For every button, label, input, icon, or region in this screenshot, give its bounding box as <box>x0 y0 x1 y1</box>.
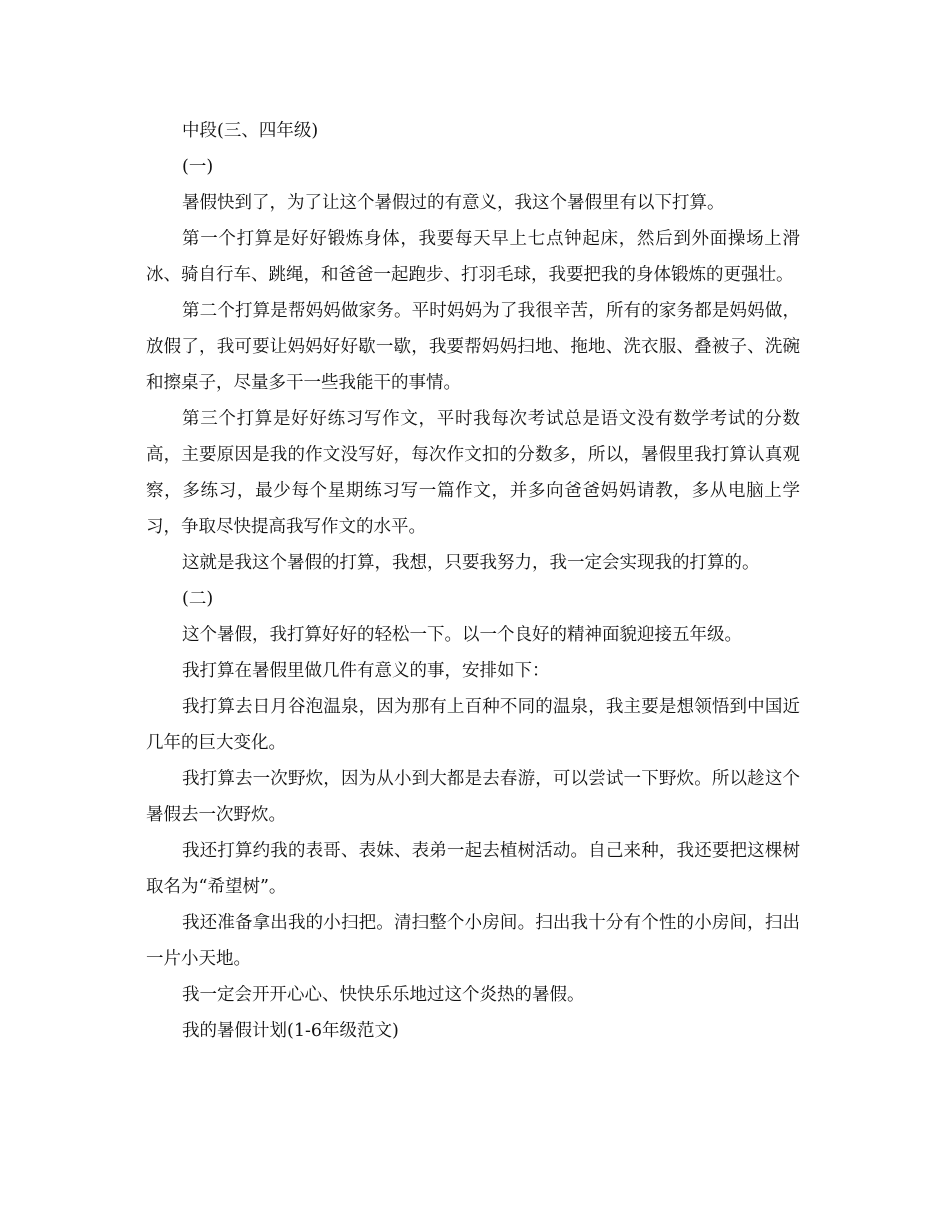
paragraph: 我打算在暑假里做几件有意义的事，安排如下： <box>182 661 550 681</box>
paragraph: 第三个打算是好好练习写作文，平时我每次考试总是语文没有数学考试的分数高，主要原因是我的作文没写好，每次作文扣的分数多，所以，暑假里我打算认真观察，多练习，最少每个星期练习写一篇作文，并多向爸爸妈妈请教，多从电脑上学习，争取尽快提高我写作文的水平。 <box>146 409 800 537</box>
paragraph: 第二个打算是帮妈妈做家务。平时妈妈为了我很辛苦，所有的家务都是妈妈做，放假了，我可要让妈妈好好歇一歇，我要帮妈妈扫地、拖地、洗衣服、叠被子、洗碗和擦桌子，尽量多干一些我能干的事情。 <box>146 301 800 393</box>
section-title-summer-plan: 我的暑假计划(1-6年级范文) <box>182 1021 399 1041</box>
document-body <box>146 113 800 1049</box>
paragraph: 我还打算约我的表哥、表妹、表弟一起去植树活动。自己来种，我还要把这棵树取名为“希望树”。 <box>146 841 800 897</box>
paragraph: 这就是我这个暑假的打算，我想，只要我努力，我一定会实现我的打算的。 <box>182 553 760 573</box>
section-number-two: (二) <box>182 589 214 609</box>
paragraph: 暑假快到了，为了让这个暑假过的有意义，我这个暑假里有以下打算。 <box>182 193 725 213</box>
paragraph: 我打算去一次野炊，因为从小到大都是去春游，可以尝试一下野炊。所以趁这个暑假去一次野炊。 <box>146 769 800 825</box>
paragraph: 我还准备拿出我的小扫把。清扫整个小房间。扫出我十分有个性的小房间，扫出一片小天地。 <box>146 913 800 969</box>
section-heading-middle-grades: 中段(三、四年级) <box>182 121 319 141</box>
section-number-one: (一) <box>182 157 214 177</box>
paragraph: 第一个打算是好好锻炼身体，我要每天早上七点钟起床，然后到外面操场上滑冰、骑自行车、跳绳，和爸爸一起跑步、打羽毛球，我要把我的身体锻炼的更强壮。 <box>146 229 800 285</box>
paragraph: 我一定会开开心心、快快乐乐地过这个炎热的暑假。 <box>182 985 585 1005</box>
paragraph: 这个暑假，我打算好好的轻松一下。以一个良好的精神面貌迎接五年级。 <box>182 625 742 645</box>
paragraph: 我打算去日月谷泡温泉，因为那有上百种不同的温泉，我主要是想领悟到中国近几年的巨大变化。 <box>146 697 800 753</box>
